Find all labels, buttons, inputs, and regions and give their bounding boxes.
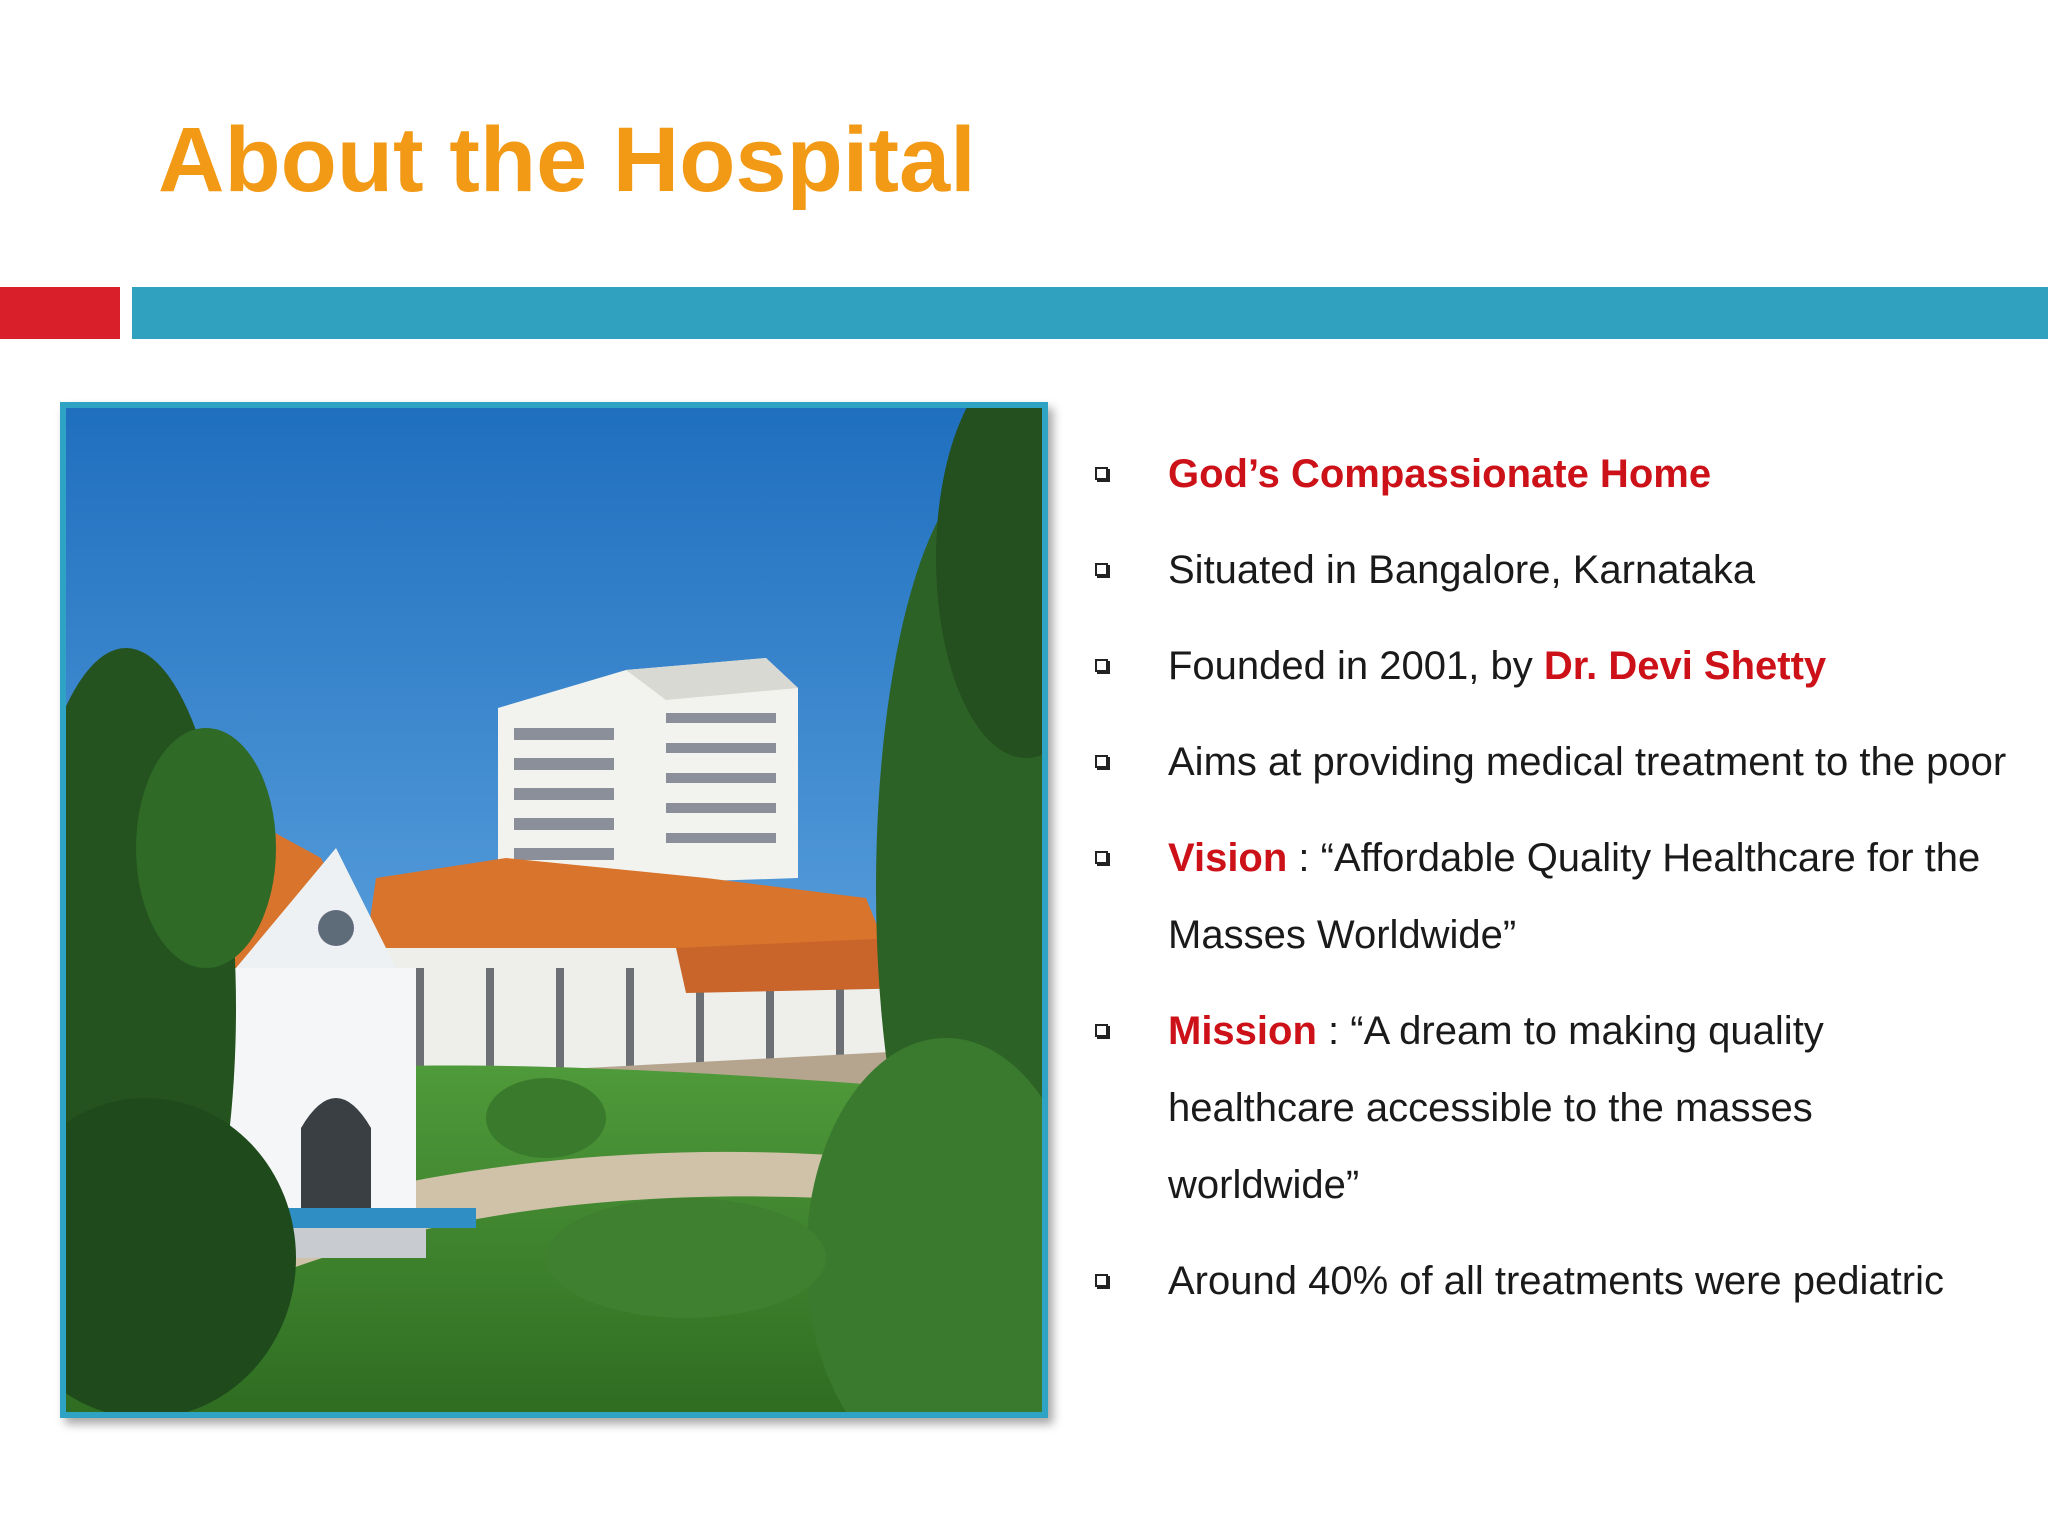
checkbox-bullet-icon bbox=[1095, 467, 1108, 480]
hospital-photo bbox=[60, 402, 1048, 1418]
bullet-text: Around 40% of all treatments were pediatric bbox=[1168, 1259, 1944, 1303]
checkbox-bullet-icon bbox=[1095, 755, 1108, 768]
checkbox-bullet-icon bbox=[1095, 563, 1108, 576]
bullet-item bbox=[1095, 993, 2015, 1224]
hospital-building-photo-icon bbox=[66, 408, 1042, 1412]
bullet-item bbox=[1095, 628, 2015, 705]
bullet-text: Founded in 2001, by bbox=[1168, 644, 1544, 688]
bullet-item bbox=[1095, 1243, 2015, 1320]
bullet-text: : “A dream to making quality healthcare accessible to the masses worldwide” bbox=[1168, 1009, 1824, 1207]
checkbox-bullet-icon bbox=[1095, 851, 1108, 864]
checkbox-bullet-icon bbox=[1095, 1274, 1108, 1287]
checkbox-bullet-icon bbox=[1095, 659, 1108, 672]
bullet-highlight: Vision bbox=[1168, 836, 1288, 880]
bullet-item bbox=[1095, 532, 2015, 609]
bullet-list bbox=[1095, 436, 2015, 1339]
bullet-text: : “Affordable Quality Healthcare for the Masses Worldwide” bbox=[1168, 836, 1981, 957]
bullet-highlight: Mission bbox=[1168, 1009, 1317, 1053]
bullet-highlight: God’s Compassionate Home bbox=[1168, 452, 1712, 496]
teal-accent-bar bbox=[132, 287, 2048, 339]
bullet-item bbox=[1095, 436, 2015, 513]
checkbox-bullet-icon bbox=[1095, 1024, 1108, 1037]
red-accent-bar bbox=[0, 287, 120, 339]
bullet-text: Situated in Bangalore, Karnataka bbox=[1168, 548, 1756, 592]
bullet-item bbox=[1095, 724, 2015, 801]
bullet-item bbox=[1095, 820, 2015, 974]
bullet-text: Aims at providing medical treatment to the poor bbox=[1168, 740, 2007, 784]
slide-title: About the Hospital bbox=[158, 109, 976, 211]
bullet-highlight: Dr. Devi Shetty bbox=[1543, 644, 1827, 688]
